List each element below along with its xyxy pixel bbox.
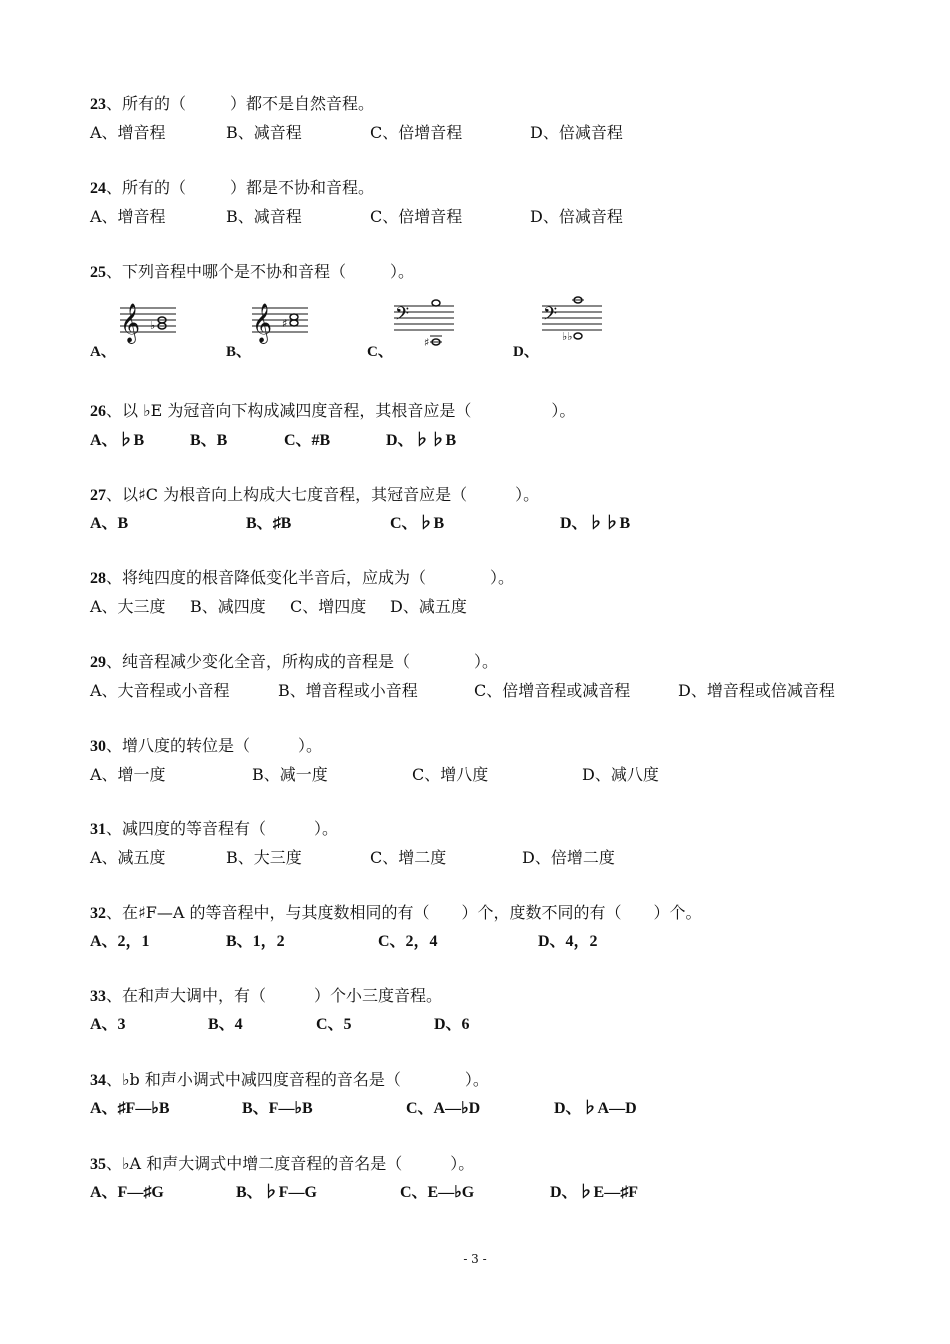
option-b[interactable]: B、♭F—G (236, 1184, 317, 1201)
option-a[interactable]: A、♯F—♭B (90, 1100, 170, 1117)
option-a[interactable]: A、3 (90, 1016, 126, 1033)
option-a[interactable]: A、减五度 (90, 848, 166, 867)
option-d[interactable]: D、♭♭B (386, 432, 457, 449)
svg-text:𝄞: 𝄞 (120, 303, 141, 343)
staff-option-d (540, 292, 604, 348)
question-26-stem: 26、以 ♭E 为冠音向下构成减四度音程，其根音应是（ ）。 (90, 401, 576, 420)
question-31-stem: 31、减四度的等音程有（ ）。 (90, 819, 339, 838)
question-23-stem: 23、所有的（ ）都不是自然音程。 (90, 94, 375, 113)
question-35-options (90, 1183, 890, 1203)
option-c[interactable]: C、增八度 (412, 765, 489, 784)
svg-text:♭: ♭ (150, 319, 156, 332)
question-25-stem: 25、下列音程中哪个是不协和音程（ ）。 (90, 262, 415, 281)
option-a[interactable]: A、增音程 (90, 123, 166, 142)
option-b[interactable]: B、4 (208, 1016, 243, 1033)
option-b[interactable]: B、减音程 (226, 207, 302, 226)
option-c[interactable]: C、A—♭D (406, 1100, 481, 1117)
question-33-stem: 33、在和声大调中，有（ ）个小三度音程。 (90, 986, 443, 1005)
question-31-options (90, 848, 890, 868)
option-b[interactable]: B、大三度 (226, 848, 302, 867)
question-29-stem: 29、纯音程减少变化全音，所构成的音程是（ ）。 (90, 652, 499, 671)
option-d[interactable]: D、倍减音程 (530, 123, 623, 142)
question-27-options (90, 514, 890, 534)
option-d[interactable]: D、4，2 (538, 933, 598, 950)
option-c[interactable]: C、增四度 (290, 597, 367, 616)
option-d[interactable]: D、♭E—♯F (550, 1184, 639, 1201)
option-d[interactable]: D、倍增二度 (522, 848, 615, 867)
option-a[interactable]: A、增音程 (90, 207, 166, 226)
staff-option-c (392, 296, 456, 350)
option-d[interactable]: D、 (513, 344, 539, 360)
option-b[interactable]: B、减一度 (252, 765, 328, 784)
question-35-stem: 35、♭A 和声大调式中增二度音程的音名是（ ）。 (90, 1154, 475, 1173)
option-d[interactable]: D、增音程或倍减音程 (678, 681, 835, 700)
option-b[interactable]: B、♯B (246, 515, 292, 532)
question-29-options (90, 681, 890, 701)
staff-option-b (250, 298, 310, 348)
question-28-stem: 28、将纯四度的根音降低变化半音后，应成为（ ）。 (90, 568, 515, 587)
question-32-stem: 32、在♯F—A 的等音程中，与其度数相同的有（ ）个，度数不同的有（ ）个。 (90, 903, 702, 922)
option-c[interactable]: C、♭B (390, 515, 445, 532)
question-28-options (90, 597, 890, 617)
option-a[interactable]: A、♭B (90, 432, 145, 449)
option-c[interactable]: C、E—♭G (400, 1184, 475, 1201)
option-c[interactable]: C、 (367, 344, 393, 360)
svg-text:𝄢: 𝄢 (543, 304, 558, 329)
question-34-stem: 34、♭b 和声小调式中减四度音程的音名是（ ）。 (90, 1070, 489, 1089)
option-c[interactable]: C、2，4 (378, 933, 438, 950)
question-30-stem: 30、增八度的转位是（ ）。 (90, 736, 323, 755)
option-a[interactable]: A、2，1 (90, 933, 150, 950)
staff-option-a (118, 298, 178, 348)
question-34-options (90, 1099, 890, 1119)
option-c[interactable]: C、倍增音程或减音程 (474, 681, 631, 700)
option-c[interactable]: C、增二度 (370, 848, 447, 867)
option-c[interactable]: C、倍增音程 (370, 207, 463, 226)
svg-text:𝄞: 𝄞 (252, 303, 273, 343)
question-30-options (90, 765, 890, 785)
option-c[interactable]: C、倍增音程 (370, 123, 463, 142)
option-a[interactable]: A、B (90, 515, 129, 532)
option-d[interactable]: D、减五度 (390, 597, 467, 616)
question-26-options (90, 431, 890, 451)
svg-text:♯: ♯ (424, 336, 430, 349)
option-d[interactable]: D、♭A—D (554, 1100, 637, 1117)
page-number: - 3 - (463, 1252, 487, 1266)
option-d[interactable]: D、♭♭B (560, 515, 631, 532)
option-a[interactable]: A、 (90, 344, 116, 360)
question-27-stem: 27、以♯C 为根音向上构成大七度音程，其冠音应是（ ）。 (90, 485, 540, 504)
option-b[interactable]: B、B (190, 432, 228, 449)
option-d[interactable]: D、倍减音程 (530, 207, 623, 226)
question-33-options (90, 1015, 890, 1035)
option-a[interactable]: A、大三度 (90, 597, 166, 616)
option-a[interactable]: A、F—♯G (90, 1184, 164, 1201)
option-a[interactable]: A、增一度 (90, 765, 166, 784)
option-b[interactable]: B、 (226, 344, 252, 360)
option-b[interactable]: B、减四度 (190, 597, 266, 616)
option-b[interactable]: B、减音程 (226, 123, 302, 142)
option-b[interactable]: B、增音程或小音程 (278, 681, 418, 700)
svg-text:♭♭: ♭♭ (562, 330, 573, 343)
question-24-stem: 24、所有的（ ）都是不协和音程。 (90, 178, 375, 197)
option-a[interactable]: A、大音程或小音程 (90, 681, 230, 700)
question-24-options (90, 207, 890, 227)
option-c[interactable]: C、#B (284, 432, 331, 449)
option-d[interactable]: D、减八度 (582, 765, 659, 784)
question-23-options (90, 123, 890, 143)
svg-text:𝄢: 𝄢 (395, 304, 410, 329)
question-32-options (90, 932, 890, 952)
option-d[interactable]: D、6 (434, 1016, 470, 1033)
option-b[interactable]: B、F—♭B (242, 1100, 313, 1117)
option-c[interactable]: C、5 (316, 1016, 352, 1033)
option-b[interactable]: B、1，2 (226, 933, 285, 950)
svg-text:♯: ♯ (282, 317, 288, 330)
